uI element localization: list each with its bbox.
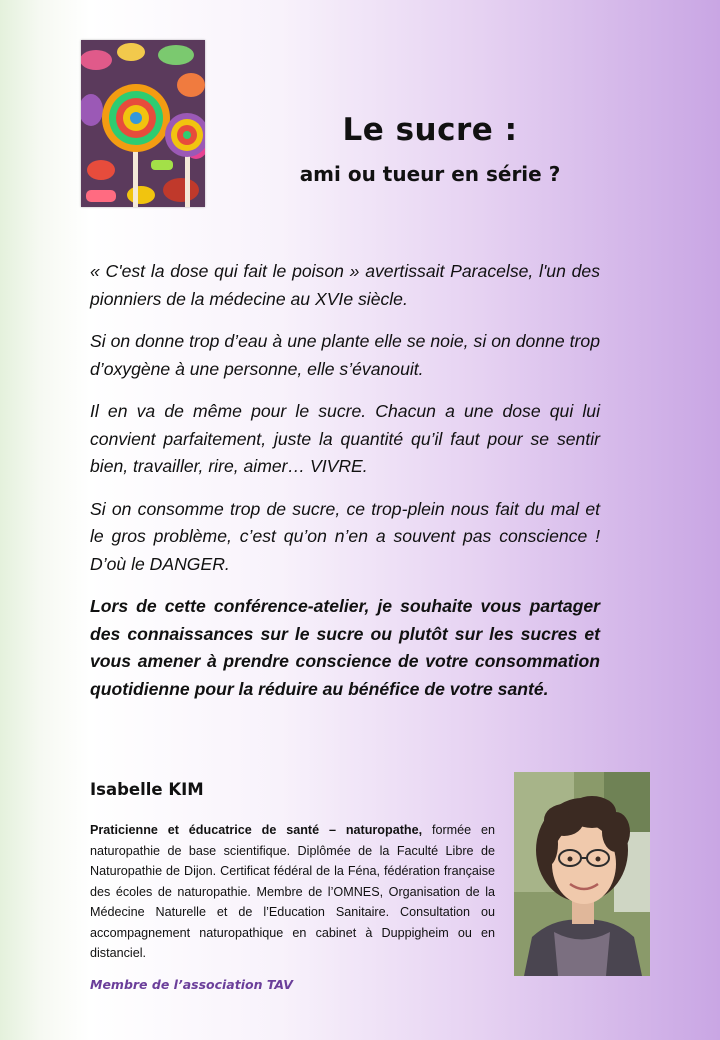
main-text [90,258,600,718]
title-block [250,112,610,186]
paragraph-danger: Si on consomme trop de sucre, ce trop-plein nous fait du mal et le gros problème, c’est qu’on n’en a souvent pas conscience ! D’où le DANGER. [90,498,600,574]
paragraph-dose: Il en va de même pour le sucre. Chacun a une dose qui lui convient parfaitement, juste la quantité qu’il faut pour se sentir bien, travailler, rire, aimer… VIVRE. [90,401,600,476]
author-bio-rest: formée en naturopathie de base scientifique. Diplômée de la Faculté Libre de Naturopathie de Dijon. Certificat fédéral de la Féna, fédération française des écoles de naturopathie. Membre de l’OMNES, Organisation de la Médecine Naturelle et de l’Education Sanitaire. Consultation ou accompagnement naturopathique en cabinet à Duppigheim ou en distanciel. [90,823,496,960]
author-bio [90,820,495,964]
candy-photo [81,40,205,207]
paragraph-plant: Si on donne trop d’eau à une plante elle se noie, si on donne trop d’oxygène à une personne, elle s’évanouit. [90,331,600,379]
author-bio-lead: Praticienne et éducatrice de santé – naturopathe, [90,823,423,837]
author-name: Isabelle KIM [90,780,204,799]
author-portrait [514,772,650,976]
page-subtitle: ami ou tueur en série ? [299,162,561,186]
paragraph-paracelse: « C'est la dose qui fait le poison » avertissait Paracelse, l'un des pionniers de la médecine au XVIe siècle. [90,261,600,309]
page-title: Le sucre : [342,112,518,148]
paragraph-conference: Lors de cette conférence-atelier, je souhaite vous partager des connaissances sur le sucre ou plutôt sur les sucres et vous amener à prendre conscience de votre consommation quotidienne pour la réduire au bénéfice de votre santé. [90,596,600,699]
membership-note: Membre de l’association TAV [90,977,293,992]
